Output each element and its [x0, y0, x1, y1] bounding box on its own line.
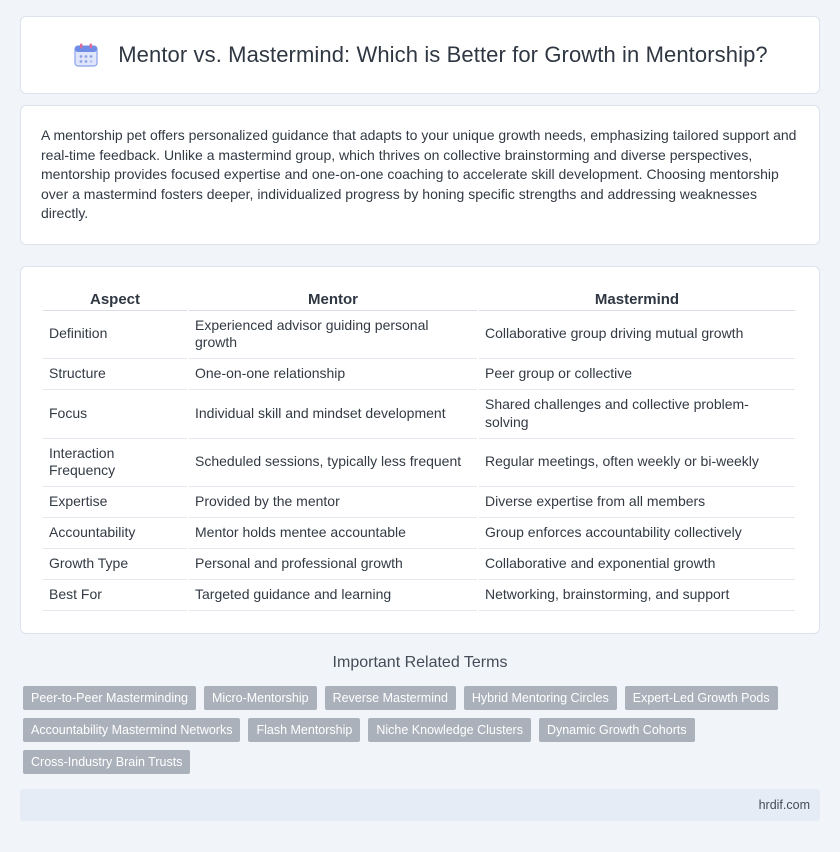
footer-bar [20, 789, 820, 821]
cell-aspect: Growth Type [43, 549, 187, 580]
table-row [43, 311, 795, 359]
intro-paragraph: A mentorship pet offers personalized guidance that adapts to your unique growth needs, emphasizing tailored support and real-time feedback. Unlike a mastermind group, which thrives on collective brainstorming and diverse perspectives, mentorship provides focused expertise and one-on-one coaching to accelerate skill development. Choosing mentorship over a mastermind fosters deeper, individualized progress by honing specific strengths and addressing weaknesses directly. [41, 127, 797, 221]
cell-aspect: Best For [43, 580, 187, 611]
term-tag[interactable]: Peer-to-Peer Masterminding [23, 686, 196, 710]
intro-card [20, 105, 820, 245]
cell-aspect: Focus [43, 390, 187, 439]
cell-mentor: Mentor holds mentee accountable [189, 518, 477, 549]
calendar-icon [72, 41, 100, 69]
table-row [43, 549, 795, 580]
cell-aspect: Structure [43, 359, 187, 390]
term-tag[interactable]: Hybrid Mentoring Circles [464, 686, 617, 710]
term-tag[interactable]: Accountability Mastermind Networks [23, 718, 240, 742]
comparison-table [41, 289, 797, 611]
footer-site-link[interactable]: hrdif.com [758, 798, 810, 812]
cell-mastermind: Shared challenges and collective problem-solving [479, 390, 795, 439]
header-aspect: Aspect [43, 289, 187, 311]
cell-aspect: Accountability [43, 518, 187, 549]
cell-mastermind: Peer group or collective [479, 359, 795, 390]
cell-mastermind: Networking, brainstorming, and support [479, 580, 795, 611]
table-row [43, 439, 795, 487]
table-row [43, 390, 795, 439]
header-mentor: Mentor [189, 289, 477, 311]
cell-mastermind: Group enforces accountability collectively [479, 518, 795, 549]
page-title: Mentor vs. Mastermind: Which is Better for Growth in Mentorship? [118, 42, 768, 67]
cell-mentor: Provided by the mentor [189, 487, 477, 518]
cell-aspect: Expertise [43, 487, 187, 518]
term-tag[interactable]: Micro-Mentorship [204, 686, 317, 710]
table-row [43, 580, 795, 611]
table-row [43, 359, 795, 390]
table-header-row [43, 289, 795, 311]
related-terms-list [20, 686, 820, 774]
cell-mastermind: Diverse expertise from all members [479, 487, 795, 518]
term-tag[interactable]: Niche Knowledge Clusters [368, 718, 531, 742]
term-tag[interactable]: Flash Mentorship [248, 718, 360, 742]
cell-mentor: Personal and professional growth [189, 549, 477, 580]
cell-mentor: Targeted guidance and learning [189, 580, 477, 611]
cell-mastermind: Collaborative group driving mutual growth [479, 311, 795, 359]
cell-mentor: Individual skill and mindset development [189, 390, 477, 439]
comparison-card [20, 266, 820, 634]
cell-mentor: Scheduled sessions, typically less frequent [189, 439, 477, 487]
term-tag[interactable]: Expert-Led Growth Pods [625, 686, 778, 710]
table-row [43, 518, 795, 549]
cell-aspect: Definition [43, 311, 187, 359]
cell-mentor: Experienced advisor guiding personal growth [189, 311, 477, 359]
cell-aspect: Interaction Frequency [43, 439, 187, 487]
term-tag[interactable]: Cross-Industry Brain Trusts [23, 750, 190, 774]
header-mastermind: Mastermind [479, 289, 795, 311]
header-card [20, 16, 820, 94]
cell-mentor: One-on-one relationship [189, 359, 477, 390]
term-tag[interactable]: Reverse Mastermind [325, 686, 456, 710]
term-tag[interactable]: Dynamic Growth Cohorts [539, 718, 695, 742]
cell-mastermind: Collaborative and exponential growth [479, 549, 795, 580]
cell-mastermind: Regular meetings, often weekly or bi-weekly [479, 439, 795, 487]
related-terms-title: Important Related Terms [332, 653, 508, 671]
table-row [43, 487, 795, 518]
